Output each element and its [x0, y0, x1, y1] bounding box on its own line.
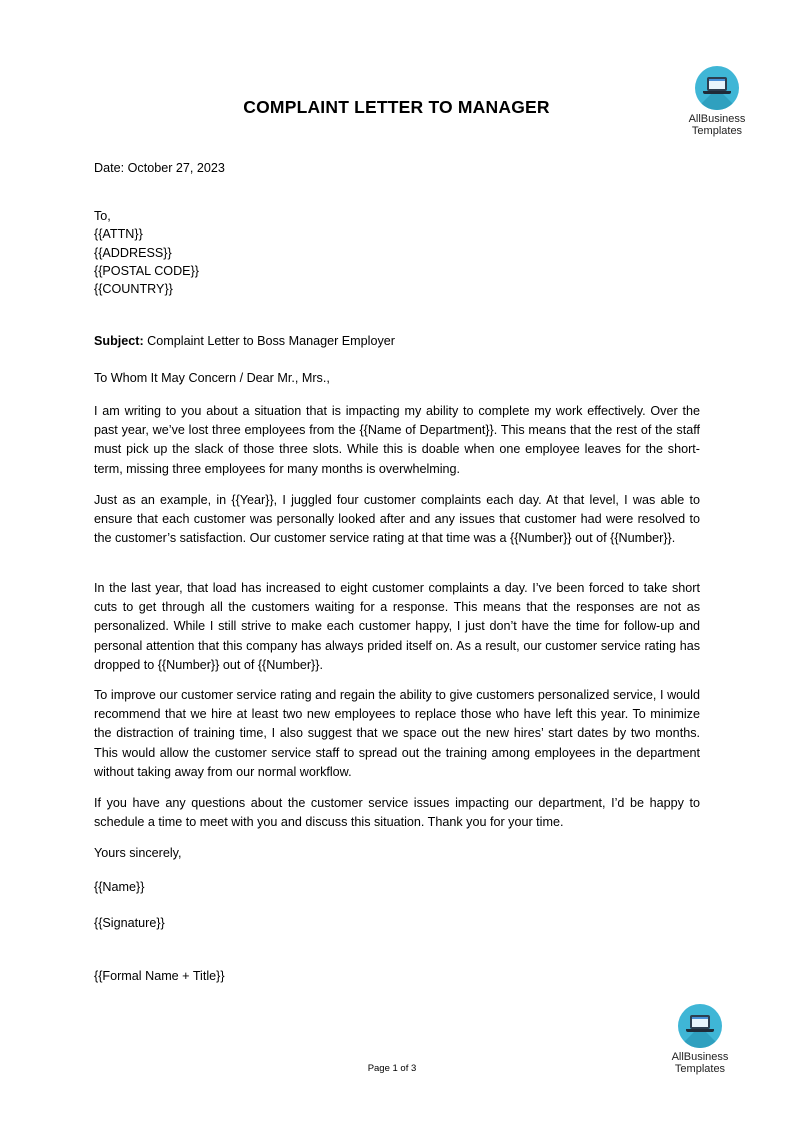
body-paragraph: To improve our customer service rating and regain the ability to give customers personalized service, I would recommend that we hire at least two new employees to replace those who have left this year. To minimize the distraction of training time, I also suggest that we space out the new hires’ start dates by two months. This would allow the customer service staff to spread out the training among employees in the department without taking away from our normal workflow. [94, 688, 700, 779]
recipient-postal-code: {{POSTAL CODE}} [94, 263, 199, 278]
recipient-attn: {{ATTN}} [94, 227, 143, 242]
name-placeholder: {{Name}} [94, 880, 145, 894]
subject-line [94, 332, 395, 350]
greeting: To Whom It May Concern / Dear Mr., Mrs., [94, 371, 330, 385]
logo-text: AllBusiness Templates [671, 1051, 729, 1075]
recipient-address [94, 207, 199, 298]
body-paragraph: I am writing to you about a situation that is impacting my ability to complete my work effectively. Over the past year, we’ve lost three employees from the {{Name of Department}}. This means that the rest of the staff must pick up the slack of those three slots. While this is doable when one employee leaves for the short-term, missing three employees for many months is overwhelming. [94, 404, 700, 476]
date-line: Date: October 27, 2023 [94, 161, 225, 175]
closing: Yours sincerely, [94, 846, 182, 860]
recipient-to: To, [94, 209, 111, 223]
page-indicator: Page 1 of 3 [367, 1063, 417, 1074]
signature-placeholder: {{Signature}} [94, 916, 165, 930]
body-paragraph: If you have any questions about the customer service issues impacting our department, I’d be happy to schedule a time to meet with you and discuss this situation. Thank you for your time. [94, 796, 700, 830]
formal-name-placeholder: {{Formal Name + Title}} [94, 969, 225, 983]
logo-text: AllBusiness Templates [688, 113, 746, 137]
body-paragraph: In the last year, that load has increased to eight customer complaints a day. I’ve been forced to take short cuts to get through all the customers waiting for a response. This means that the responses are not as personalized. While I still strive to make each customer happy, I just don’t have the time for follow-up and personal attention that this company has always prided itself on. As a result, our customer service rating has dropped to {{Number}} out of {{Number}}. [94, 581, 700, 672]
laptop-icon [678, 1004, 722, 1048]
body-paragraph: Just as an example, in {{Year}}, I juggled four customer complaints each day. At that level, I was able to ensure that each customer was personally looked after and any issues that customer had were resolved to the customer’s satisfaction. Our customer service rating at that time was a {{Number}} out of {{Number}}. [94, 493, 700, 546]
recipient-country: {{COUNTRY}} [94, 282, 173, 297]
subject-text: Complaint Letter to Boss Manager Employer [143, 334, 395, 348]
subject-label: Subject: [94, 334, 144, 348]
recipient-address-line: {{ADDRESS}} [94, 245, 172, 260]
document-title: COMPLAINT LETTER TO MANAGER [243, 97, 550, 117]
